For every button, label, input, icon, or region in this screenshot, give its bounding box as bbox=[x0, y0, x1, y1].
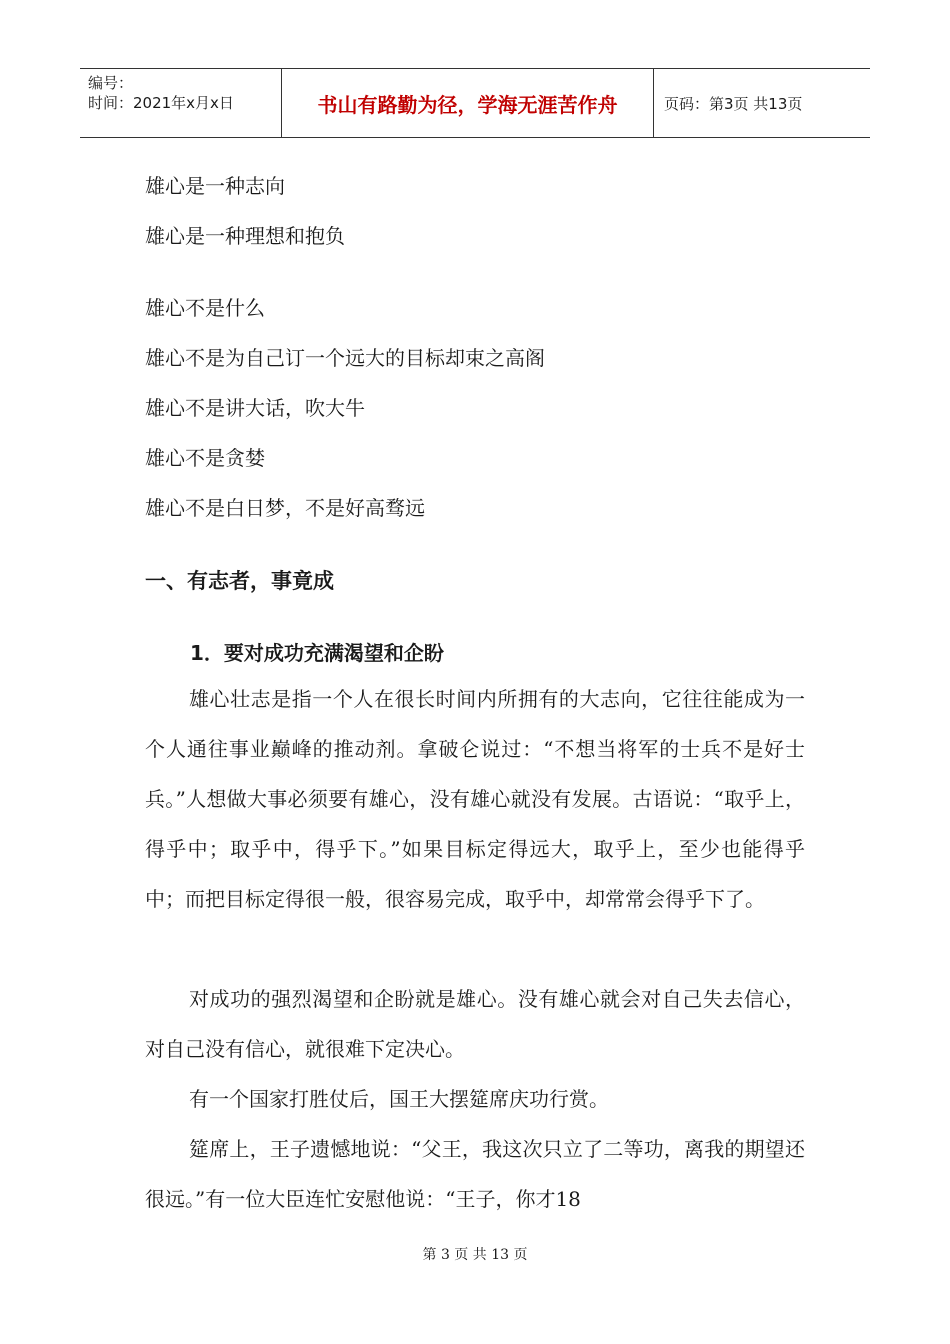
paragraph: 对成功的强烈渴望和企盼就是雄心。没有雄心就会对自己失去信心，对自己没有信心，就很难下定决心。 bbox=[145, 987, 805, 1061]
text-line: 雄心不是为自己订一个远大的目标却束之高阁 bbox=[145, 346, 545, 370]
paragraph: 筵席上，王子遗憾地说：“父王，我这次只立了二等功，离我的期望还很远。”有一位大臣连忙安慰他说：“王子，你才18 bbox=[145, 1137, 805, 1211]
page-header bbox=[80, 68, 870, 138]
header-motto: 书山有路勤为径，学海无涯苦作舟 bbox=[282, 69, 654, 137]
header-page-info: 页码：第3页 共13页 bbox=[664, 94, 803, 113]
text-line: 雄心不是讲大话，吹大牛 bbox=[145, 396, 365, 420]
text-line: 雄心不是什么 bbox=[145, 296, 265, 320]
section-title: 一、有志者，事竟成 bbox=[145, 569, 334, 593]
number-label: 编号： bbox=[88, 74, 134, 92]
date-label: 时间：2021年x月x日 bbox=[88, 94, 234, 112]
text-line: 雄心是一种志向 bbox=[145, 174, 285, 198]
header-meta bbox=[80, 69, 282, 137]
paragraph: 雄心壮志是指一个人在很长时间内所拥有的大志向，它往往能成为一个人通往事业巅峰的推动剂。拿破仑说过：“不想当将军的士兵不是好士兵。”人想做大事必须要有雄心，没有雄心就没有发展。古语说：“取乎上，得乎中；取乎中，得乎下。”如果目标定得远大，取乎上，至少也能得乎中；而把目标定得很一般，很容易完成，取乎中，却常常会得乎下了。 bbox=[145, 687, 805, 911]
text-line: 雄心不是贪婪 bbox=[145, 446, 265, 470]
paragraph: 有一个国家打胜仗后，国王大摆筵席庆功行赏。 bbox=[189, 1087, 609, 1111]
page-footer: 第 3 页 共 13 页 bbox=[422, 1247, 528, 1263]
text-line: 雄心是一种理想和抱负 bbox=[145, 224, 345, 248]
text-line: 雄心不是白日梦，不是好高骛远 bbox=[145, 496, 425, 520]
subsection-title: 1．要对成功充满渴望和企盼 bbox=[190, 641, 444, 665]
